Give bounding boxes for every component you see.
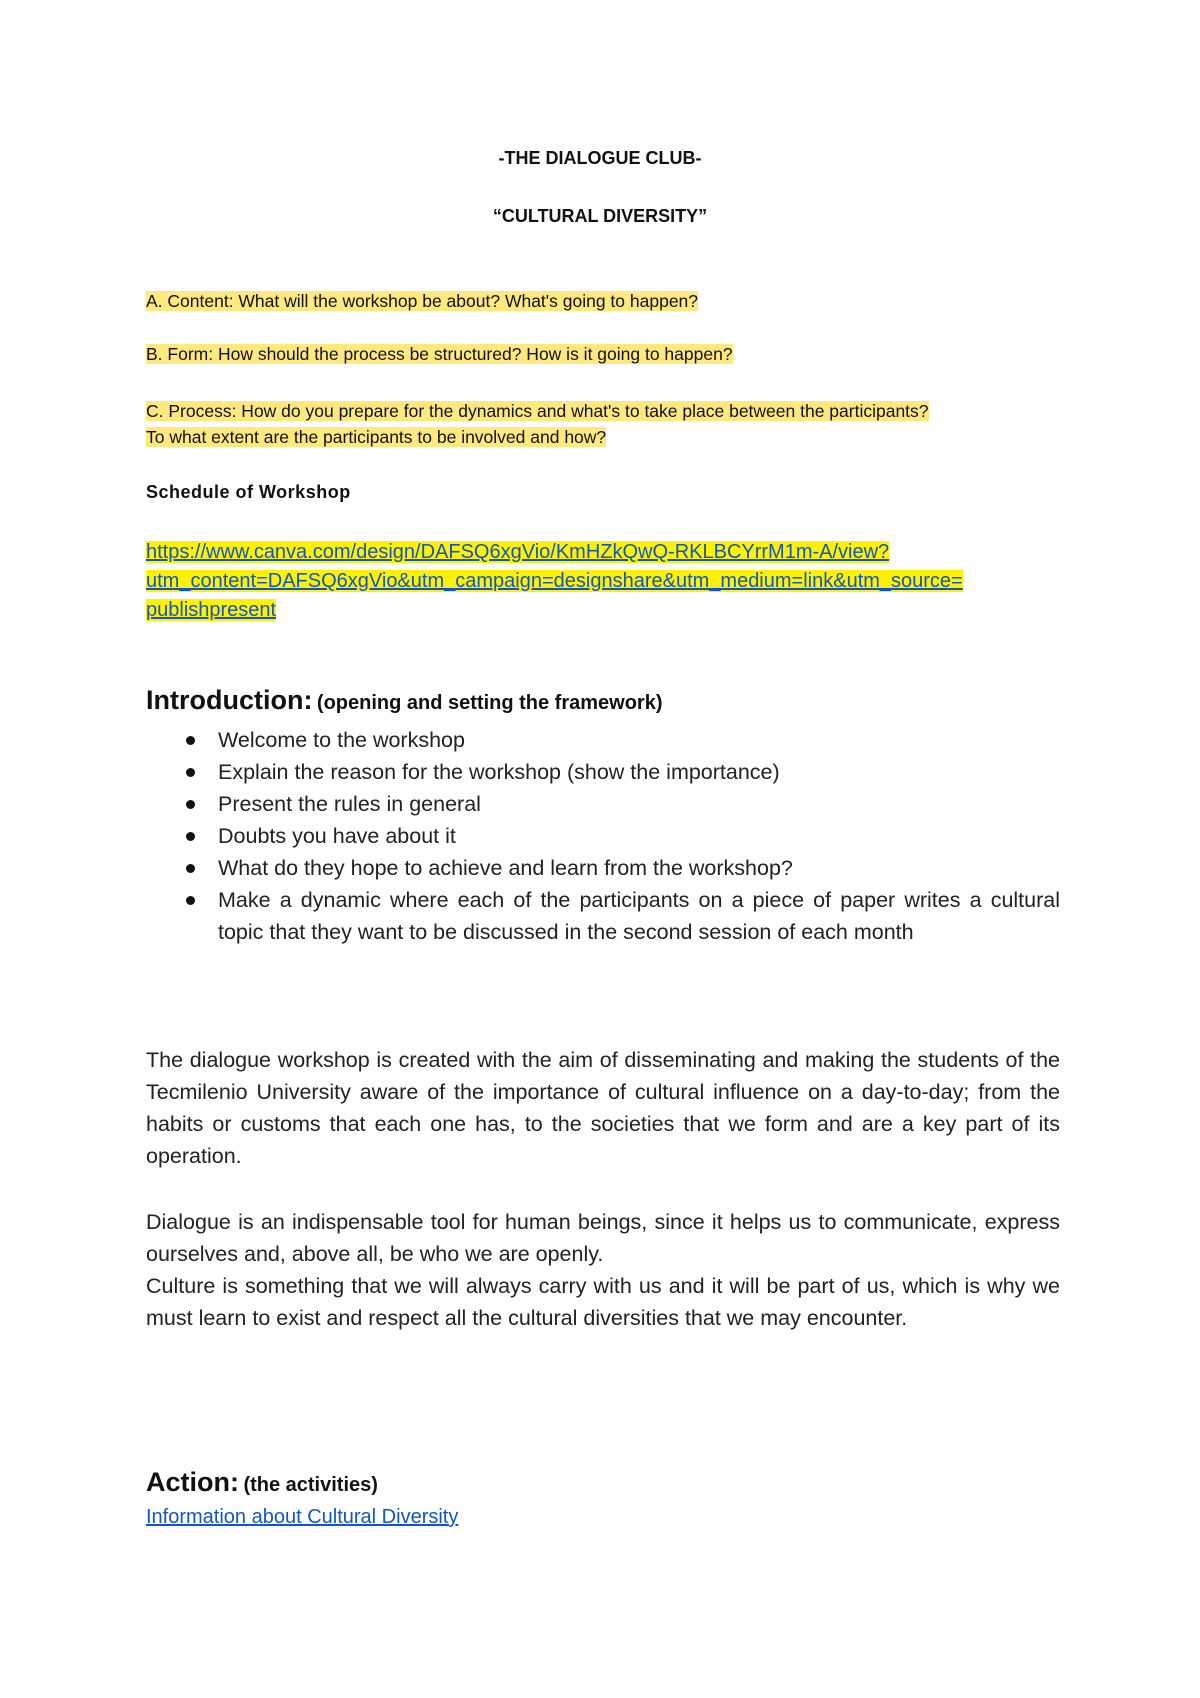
paragraph-culture: Culture is something that we will always carry with us and it will be part of us, which is why we must learn to exist and respect all the cultural diversities that we may encounter. (146, 1274, 1060, 1330)
document-subtitle: “CULTURAL DIVERSITY” (492, 206, 708, 226)
action-subheading: (the activities) (243, 1474, 378, 1496)
cultural-diversity-link[interactable]: Information about Cultural Diversity (146, 1506, 459, 1528)
list-item: What do they hope to achieve and learn from the workshop? (146, 852, 1060, 884)
paragraph-intro: The dialogue workshop is created with the aim of disseminating and making the students of the Tecmilenio University aware of the importance of cultural influence on a day-to-day; from the habits or customs that each one has, to the societies that we form and are a key part of its operation. (146, 1048, 1060, 1168)
prompt-process: C. Process: How do you prepare for the dynamics and what's to take place between the participants? To what extent are the participants to be involved and how? (146, 401, 929, 447)
prompt-content: A. Content: What will the workshop be about? What's going to happen? (146, 291, 699, 311)
schedule-link-line-3[interactable]: publishpresent (146, 599, 277, 621)
bullet-icon (186, 896, 195, 905)
list-item: Welcome to the workshop (146, 724, 1060, 756)
schedule-link-line-1[interactable]: https://www.canva.com/design/DAFSQ6xgVio/KmHZkQwQ-RKLBCYrrM1m-A/view? (146, 541, 890, 563)
bullet-icon (186, 736, 195, 745)
list-item: Present the rules in general (146, 788, 1060, 820)
prompt-form: B. Form: How should the process be structured? How is it going to happen? (146, 344, 733, 364)
bullet-icon (186, 800, 195, 809)
bullet-icon (186, 832, 195, 841)
action-heading-row (146, 1467, 378, 1498)
introduction-heading: Introduction: (146, 685, 313, 715)
bullet-icon (186, 864, 195, 873)
action-heading: Action: (146, 1467, 239, 1497)
bullet-icon (186, 768, 195, 777)
list-item: Make a dynamic where each of the participants on a piece of paper writes a cultural topic that they want to be discussed in the second session of each month (146, 884, 1060, 948)
list-item: Explain the reason for the workshop (show the importance) (146, 756, 1060, 788)
introduction-subheading: (opening and setting the framework) (316, 692, 663, 714)
schedule-heading: Schedule of Workshop (146, 482, 351, 502)
document-title: -THE DIALOGUE CLUB- (498, 148, 702, 168)
list-item: Doubts you have about it (146, 820, 1060, 852)
introduction-bullet-list (146, 724, 1060, 948)
schedule-link-line-2[interactable]: utm_content=DAFSQ6xgVio&utm_campaign=designshare&utm_medium=link&utm_source= (146, 570, 963, 592)
introduction-heading-row (146, 685, 663, 716)
schedule-link[interactable] (146, 538, 963, 625)
paragraph-dialogue: Dialogue is an indispensable tool for human beings, since it helps us to communicate, express ourselves and, above all, be who we are openly. (146, 1210, 1060, 1266)
